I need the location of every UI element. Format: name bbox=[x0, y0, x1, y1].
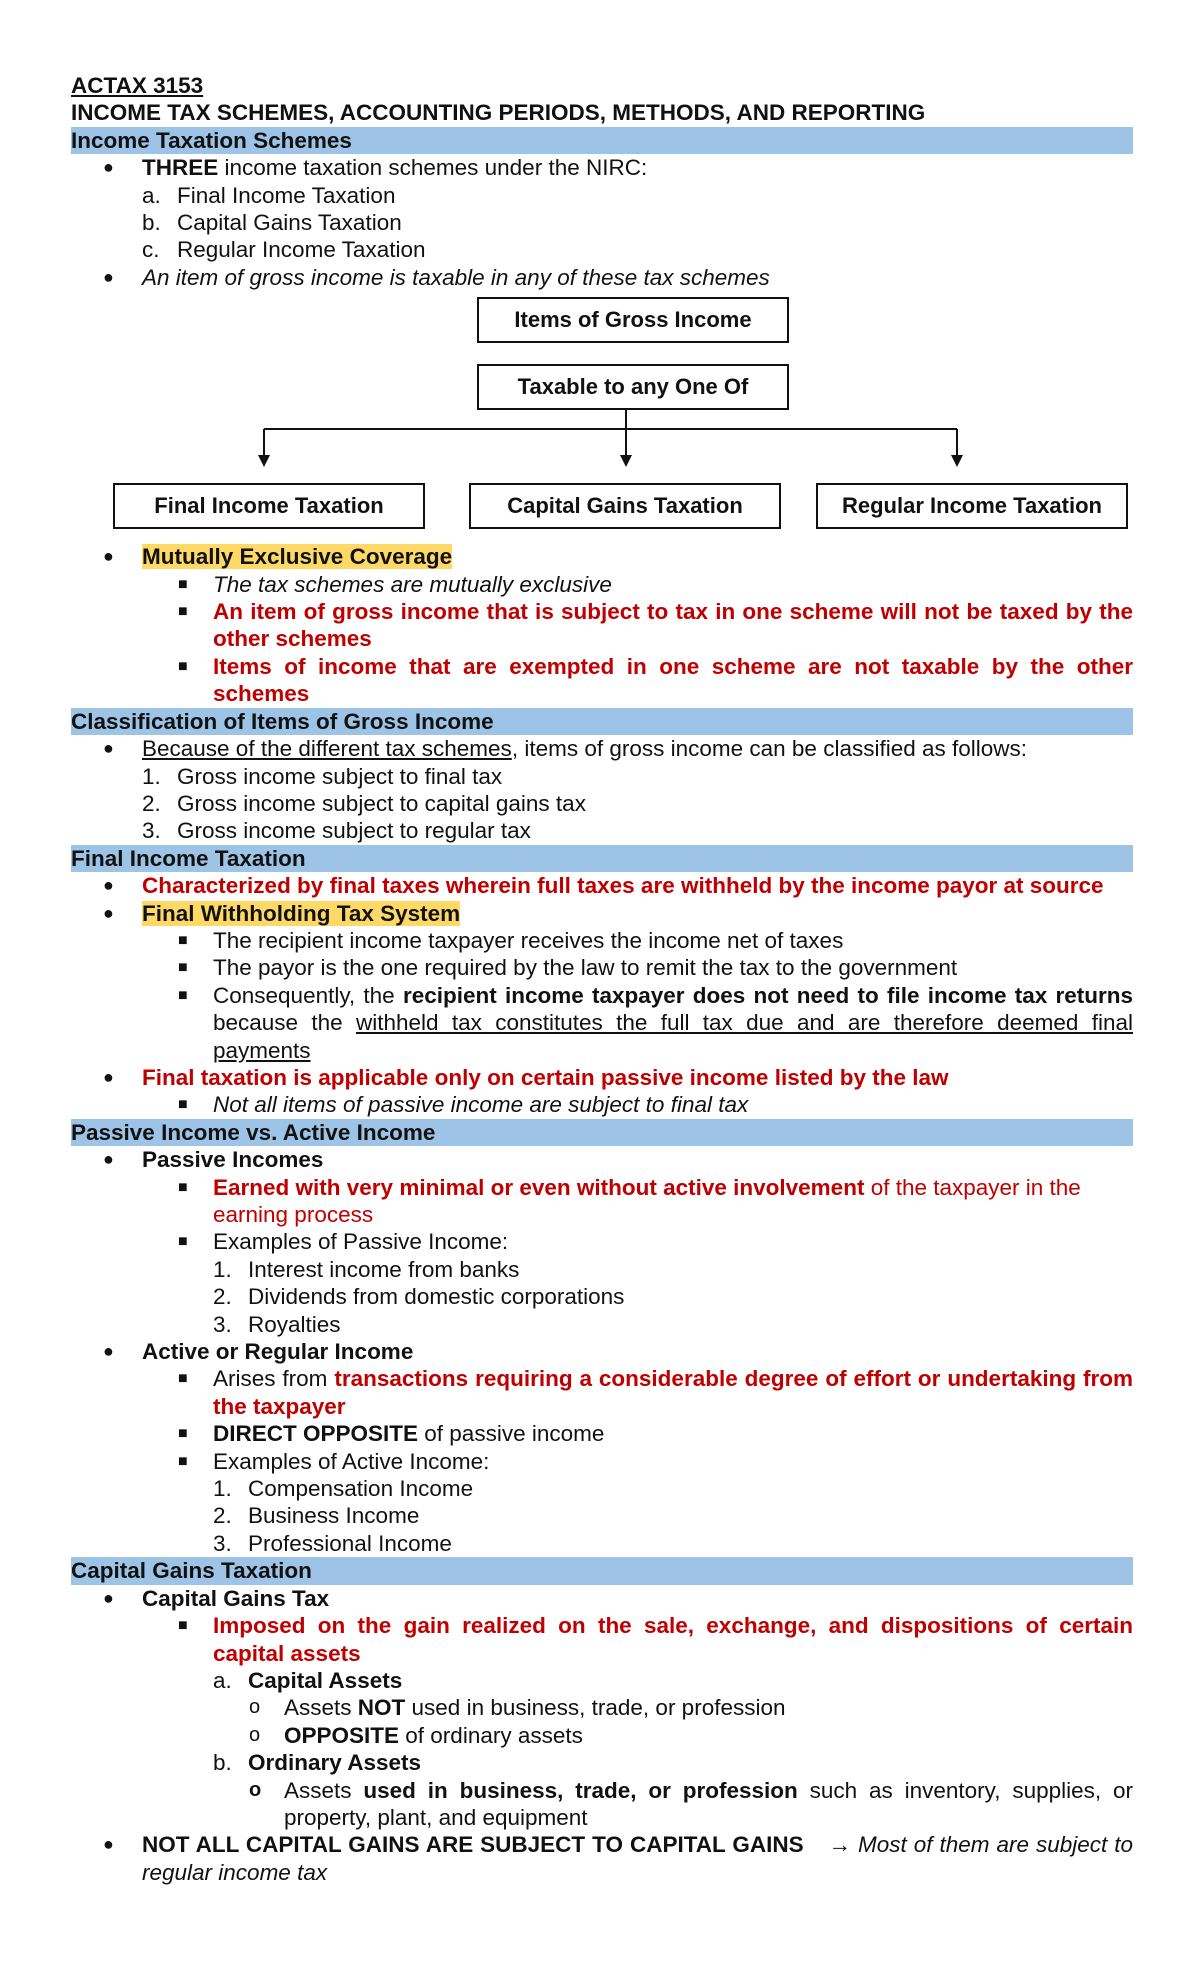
bullet-square-icon: ■ bbox=[178, 1096, 188, 1114]
list-item: ■ DIRECT OPPOSITE of passive income bbox=[178, 1421, 605, 1447]
bullet-circle-icon: o bbox=[249, 1778, 262, 1801]
list-item: ■ Items of income that are exempted in one scheme are not taxable by the other schemes bbox=[178, 653, 1133, 707]
list-item: a. Final Income Taxation bbox=[142, 182, 396, 208]
bullet-three-schemes: ● THREE income taxation schemes under the NIRC: bbox=[103, 155, 648, 181]
bullet-dot-icon: ● bbox=[103, 157, 114, 178]
document-title: INCOME TAX SCHEMES, ACCOUNTING PERIODS, METHODS, AND REPORTING bbox=[71, 100, 926, 126]
bullet-capital-gains-tax: ● Capital Gains Tax bbox=[103, 1585, 330, 1611]
section-heading-passive-vs-active: Passive Income vs. Active Income bbox=[71, 1119, 1133, 1146]
bullet-passive-incomes: ● Passive Incomes bbox=[103, 1147, 324, 1173]
section-heading-income-taxation-schemes: Income Taxation Schemes bbox=[71, 127, 1133, 154]
section-heading-capital-gains-taxation: Capital Gains Taxation bbox=[71, 1557, 1133, 1584]
bullet-square-icon: ■ bbox=[178, 986, 188, 1004]
bullet-active-income: ● Active or Regular Income bbox=[103, 1339, 414, 1365]
list-item: o Assets NOT used in business, trade, or profession bbox=[249, 1695, 786, 1721]
bullet-square-icon: ■ bbox=[178, 1178, 188, 1196]
diagram-box-items-of-gross-income: Items of Gross Income bbox=[477, 297, 789, 343]
bullet-classification: ● Because of the different tax schemes, items of gross income can be classified as follows: bbox=[103, 736, 1028, 762]
list-item: 3. Gross income subject to regular tax bbox=[142, 818, 531, 844]
list-item: o OPPOSITE of ordinary assets bbox=[249, 1722, 583, 1748]
section-heading-final-income-taxation: Final Income Taxation bbox=[71, 845, 1133, 872]
bullet-square-icon: ■ bbox=[178, 931, 188, 949]
section-heading-classification: Classification of Items of Gross Income bbox=[71, 708, 1133, 735]
bullet-circle-icon: o bbox=[249, 1696, 261, 1719]
bullet-dot-icon: ● bbox=[103, 738, 114, 759]
list-item: c. Regular Income Taxation bbox=[142, 237, 426, 263]
list-item: 3. Professional Income bbox=[213, 1530, 452, 1556]
list-item: ■ An item of gross income that is subject to tax in one scheme will not be taxed by the other schemes bbox=[178, 599, 1133, 652]
bullet-dot-icon: ● bbox=[103, 1149, 114, 1170]
diagram-box-regular-income-taxation: Regular Income Taxation bbox=[816, 483, 1128, 529]
list-item: o Assets used in business, trade, or profession such as inventory, supplies, or property, plant, and equipment bbox=[249, 1777, 1134, 1830]
bullet-dot-icon: ● bbox=[103, 1341, 114, 1362]
course-code: ACTAX 3153 bbox=[71, 73, 204, 98]
document-page bbox=[71, 72, 1133, 1886]
bullet-dot-icon: ● bbox=[103, 902, 114, 923]
bullet-not-all-capital-gains: ● NOT ALL CAPITAL GAINS ARE SUBJECT TO CAPITAL GAINS → Most of them are subject to regular income tax bbox=[103, 1832, 1133, 1885]
list-item: a. Capital Assets bbox=[213, 1667, 403, 1693]
bullet-circle-icon: o bbox=[249, 1723, 261, 1746]
list-item: 1. Interest income from banks bbox=[213, 1256, 520, 1282]
bullet-dot-icon: ● bbox=[103, 266, 114, 287]
list-item: ■ Examples of Active Income: bbox=[178, 1448, 490, 1474]
list-item: ■ Consequently, the recipient income taxpayer does not need to file income tax returns because the withheld tax constitutes the full tax due and are therefore deemed final payments bbox=[178, 982, 1133, 1063]
bullet-final-taxation-passive: ● Final taxation is applicable only on certain passive income listed by the law bbox=[103, 1064, 949, 1090]
bullet-dot-icon: ● bbox=[103, 546, 114, 567]
diagram-box-final-income-taxation: Final Income Taxation bbox=[113, 483, 425, 529]
bullet-square-icon: ■ bbox=[178, 959, 188, 977]
bullet-mutually-exclusive: ● Mutually Exclusive Coverage bbox=[103, 544, 453, 570]
bullet-square-icon: ■ bbox=[178, 1617, 188, 1635]
bullet-final-taxes: ● Characterized by final taxes wherein full taxes are withheld by the income payor at source bbox=[103, 873, 1104, 899]
bullet-dot-icon: ● bbox=[103, 1834, 114, 1855]
list-item: ■ The payor is the one required by the law to remit the tax to the government bbox=[178, 955, 958, 981]
bullet-square-icon: ■ bbox=[178, 1425, 188, 1443]
list-item: ■ Imposed on the gain realized on the sale, exchange, and dispositions of certain capital assets bbox=[178, 1613, 1133, 1666]
list-item: 2. Business Income bbox=[213, 1503, 420, 1529]
diagram-box-capital-gains-taxation: Capital Gains Taxation bbox=[469, 483, 781, 529]
tax-schemes-diagram bbox=[71, 291, 1133, 543]
list-item: ■ Examples of Passive Income: bbox=[178, 1229, 509, 1255]
list-item: 1. Gross income subject to final tax bbox=[142, 763, 503, 789]
arrow-right-icon: → bbox=[828, 1832, 852, 1858]
list-item: ■ Arises from transactions requiring a considerable degree of effort or undertaking from the taxpayer bbox=[178, 1366, 1133, 1419]
bullet-dot-icon: ● bbox=[103, 875, 114, 896]
list-item: 3. Royalties bbox=[213, 1311, 341, 1337]
bullet-square-icon: ■ bbox=[178, 1370, 188, 1388]
bullet-square-icon: ■ bbox=[178, 603, 188, 621]
bullet-dot-icon: ● bbox=[103, 1587, 114, 1608]
bullet-square-icon: ■ bbox=[178, 1452, 188, 1470]
list-item: 2. Gross income subject to capital gains tax bbox=[142, 790, 586, 816]
list-item: b. Ordinary Assets bbox=[213, 1750, 421, 1776]
list-item: 2. Dividends from domestic corporations bbox=[213, 1284, 625, 1310]
bullet-taxable-any-scheme: ● An item of gross income is taxable in any of these tax schemes bbox=[103, 264, 770, 290]
bullet-final-withholding: ● Final Withholding Tax System bbox=[103, 900, 461, 926]
list-item: ■ The tax schemes are mutually exclusive bbox=[178, 571, 612, 597]
bullet-square-icon: ■ bbox=[178, 657, 188, 675]
list-item: ■ Not all items of passive income are subject to final tax bbox=[178, 1092, 749, 1118]
list-item: ■ Earned with very minimal or even without active involvement of the taxpayer in the earning process bbox=[178, 1174, 1081, 1227]
bullet-square-icon: ■ bbox=[178, 575, 188, 593]
bullet-square-icon: ■ bbox=[178, 1233, 188, 1251]
list-item: 1. Compensation Income bbox=[213, 1476, 474, 1502]
bullet-dot-icon: ● bbox=[103, 1066, 114, 1087]
diagram-box-taxable-to-any-one-of: Taxable to any One Of bbox=[477, 364, 789, 410]
list-item: b. Capital Gains Taxation bbox=[142, 210, 402, 236]
list-item: ■ The recipient income taxpayer receives the income net of taxes bbox=[178, 927, 844, 953]
